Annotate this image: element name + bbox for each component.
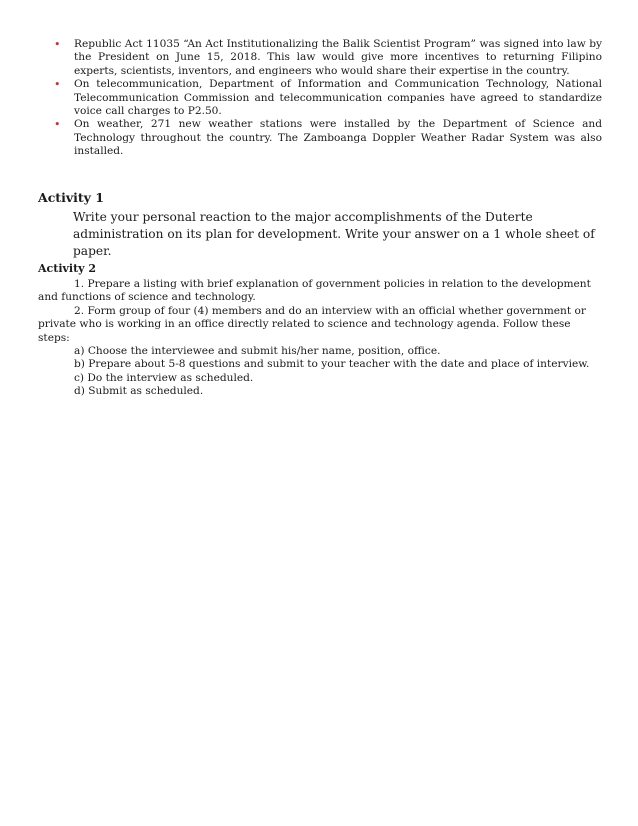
bullet-icon: • [54, 118, 61, 132]
bullet-icon: • [54, 38, 61, 51]
activity-2-instructions [38, 278, 598, 399]
activity-2-step-d: d) Submit as scheduled. [74, 385, 204, 398]
list-item-text: On weather, 271 new weather stations were installed by the Department of Science and Technology throughout the country. The Zamboanga Doppler Weather Radar System was also installed. [74, 118, 602, 158]
activity-1-heading: Activity 1 [38, 190, 104, 205]
activity-2-step-a: a) Choose the interviewee and submit his/her name, position, office. [74, 345, 441, 358]
list-item [54, 78, 602, 118]
list-item [54, 118, 602, 158]
activity-2-heading: Activity 2 [38, 262, 97, 275]
list-item-text: Republic Act 11035 “An Act Institutionalizing the Balik Scientist Program” was signed into law by the President on June 15, 2018. This law would give more incentives to returning Filipino experts, scientists, inventors, and engineers who would share their expertise in the country. [74, 38, 602, 77]
activity-2-item-2: 2. Form group of four (4) members and do an interview with an official whether government or private who is working in an office directly related to science and technology agenda. Follow these steps: [38, 304, 586, 344]
accomplishments-list [54, 38, 602, 159]
activity-2-item-1: 1. Prepare a listing with brief explanation of government policies in relation to the development and functions of science and technology. [38, 278, 591, 304]
bullet-icon: • [54, 78, 61, 92]
activity-2-step-b: b) Prepare about 5-8 questions and submit to your teacher with the date and place of interview. [74, 358, 590, 371]
list-item [54, 38, 602, 78]
activity-2-step-c: c) Do the interview as scheduled. [74, 371, 254, 384]
list-item-text: On telecommunication, Department of Information and Communication Technology, National Telecommunication Commission and telecommunication companies have agreed to standardize voice call charges to P2.50. [74, 78, 602, 118]
activity-1-instructions: Write your personal reaction to the major accomplishments of the Duterte administration on its plan for development. Write your answer on a 1 whole sheet of paper. [73, 210, 595, 258]
